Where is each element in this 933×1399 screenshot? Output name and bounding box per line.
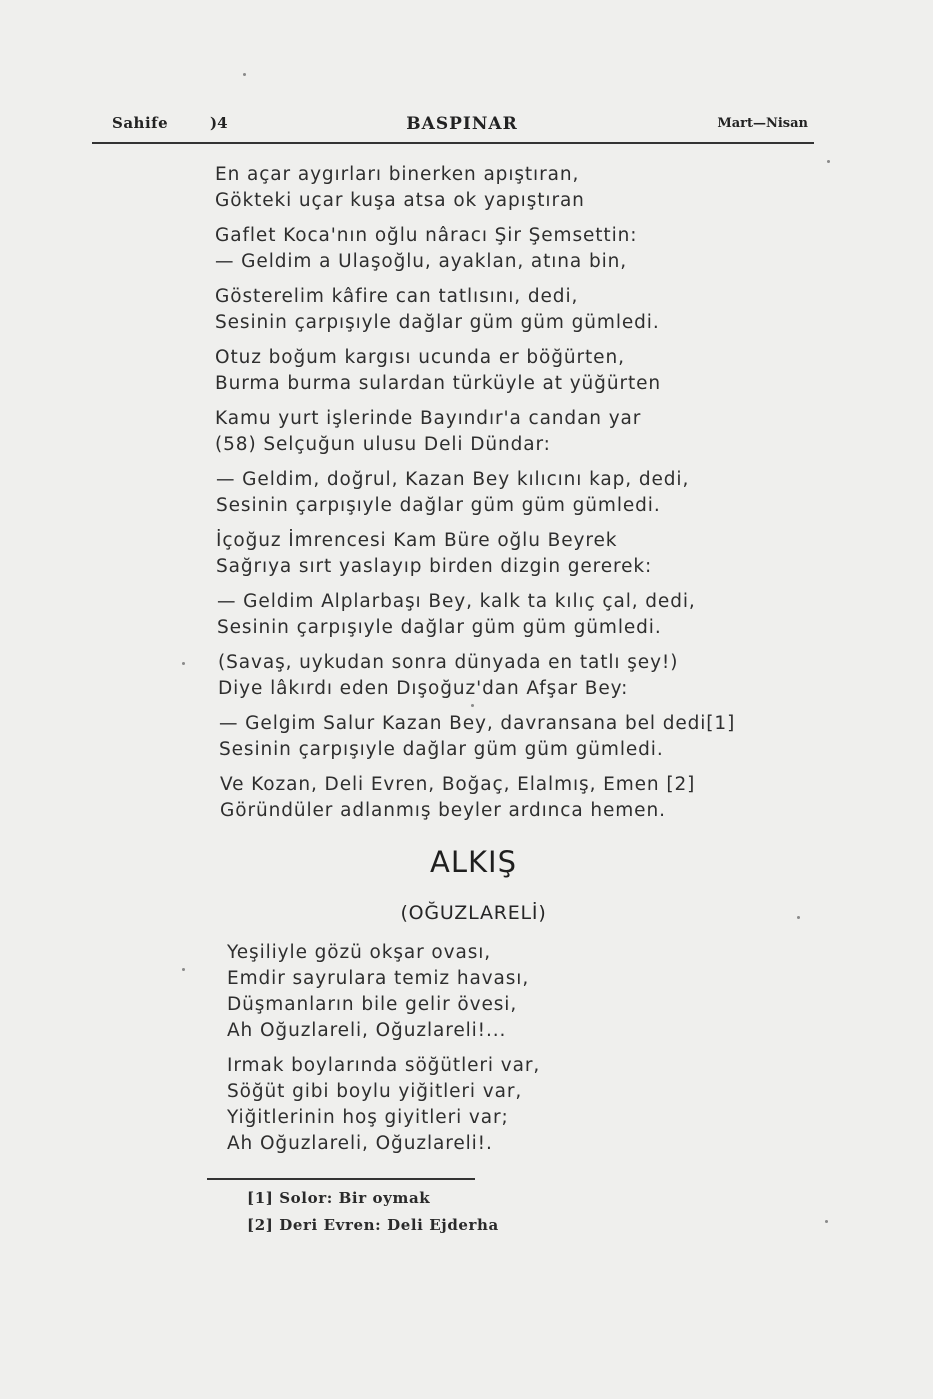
header-page-number: )4 bbox=[210, 114, 228, 132]
stanza bbox=[215, 406, 735, 458]
verse-line: Irmak boylarında söğütleri var, bbox=[227, 1055, 541, 1076]
verse-line: Diye lâkırdı eden Dışoğuz'dan Afşar Bey: bbox=[218, 678, 629, 699]
header-page-label: Sahife bbox=[112, 114, 169, 132]
section-subtitle-text: (OĞUZLARELİ) bbox=[400, 902, 547, 924]
section-title-text: ALKIŞ bbox=[430, 845, 517, 879]
scan-speck bbox=[827, 160, 830, 163]
verse-line: Sesinin çarpışıyle dağlar güm güm gümledi. bbox=[219, 739, 664, 760]
stanza bbox=[215, 467, 735, 519]
header-journal-title: BASPINAR bbox=[406, 114, 518, 134]
section-subtitle bbox=[0, 902, 933, 924]
verse-line: — Gelgim Salur Kazan Bey, davransana bel dedi[1] bbox=[219, 713, 736, 734]
verse-line: Ve Kozan, Deli Evren, Boğaç, Elalmış, Emen [2] bbox=[220, 774, 696, 795]
verse-line: Düşmanların bile gelir övesi, bbox=[227, 994, 518, 1015]
scan-speck bbox=[471, 704, 474, 707]
scan-speck bbox=[182, 662, 185, 665]
stanza bbox=[215, 345, 735, 397]
verse-line: (Savaş, uykudan sonra dünyada en tatlı şey!) bbox=[218, 652, 679, 673]
stanza bbox=[227, 940, 540, 1044]
poem-first bbox=[215, 162, 735, 833]
scan-speck bbox=[825, 1220, 828, 1223]
verse-line: Ah Oğuzlareli, Oğuzlareli!... bbox=[227, 1020, 507, 1041]
footnotes bbox=[247, 1185, 499, 1239]
section-title bbox=[0, 845, 933, 879]
verse-line: Gökteki uçar kuşa atsa ok yapıştıran bbox=[215, 190, 585, 211]
header-issue-date: Mart—Nisan bbox=[717, 116, 808, 131]
verse-line: — Geldim a Ulaşoğlu, ayaklan, atına bin, bbox=[215, 251, 628, 272]
verse-line: Emdir sayrulara temiz havası, bbox=[227, 968, 530, 989]
verse-line: En açar aygırları binerken apıştıran, bbox=[215, 164, 580, 185]
stanza bbox=[227, 1053, 540, 1157]
verse-line: — Geldim, doğrul, Kazan Bey kılıcını kap, dedi, bbox=[216, 469, 690, 490]
footnote-2: [2] Deri Evren: Deli Ejderha bbox=[247, 1216, 499, 1234]
verse-line: Söğüt gibi boylu yiğitleri var, bbox=[227, 1081, 523, 1102]
stanza bbox=[215, 284, 735, 336]
stanza bbox=[215, 711, 735, 763]
stanza bbox=[215, 650, 735, 702]
scan-speck bbox=[797, 916, 800, 919]
verse-line: Ah Oğuzlareli, Oğuzlareli!. bbox=[227, 1133, 493, 1154]
verse-line: Sesinin çarpışıyle dağlar güm güm gümledi. bbox=[215, 312, 660, 333]
verse-line: İçoğuz İmrencesi Kam Büre oğlu Beyrek bbox=[216, 530, 618, 551]
verse-line: — Geldim Alplarbaşı Bey, kalk ta kılıç çal, dedi, bbox=[217, 591, 696, 612]
verse-line: Kamu yurt işlerinde Bayındır'a candan yar bbox=[215, 408, 642, 429]
verse-line: Burma burma sulardan türküyle at yüğürten bbox=[215, 373, 662, 394]
footnote-divider bbox=[207, 1178, 475, 1180]
scan-speck bbox=[243, 73, 246, 76]
verse-line: Yiğitlerinin hoş giyitleri var; bbox=[227, 1107, 509, 1128]
verse-line: Otuz boğum kargısı ucunda er böğürten, bbox=[215, 347, 625, 368]
verse-line: Sesinin çarpışıyle dağlar güm güm gümledi. bbox=[216, 495, 661, 516]
verse-line: Gaflet Koca'nın oğlu nâracı Şir Şemsettin: bbox=[215, 225, 638, 246]
verse-line: Yeşiliyle gözü okşar ovası, bbox=[227, 942, 492, 963]
verse-line: Sağrıya sırt yaslayıp birden dizgin gererek: bbox=[216, 556, 653, 577]
stanza bbox=[215, 223, 735, 275]
stanza bbox=[215, 162, 735, 214]
poem-alkis bbox=[227, 940, 540, 1166]
footnote-1: [1] Solor: Bir oymak bbox=[247, 1189, 431, 1207]
verse-line: Göründüler adlanmış beyler ardınca hemen. bbox=[220, 800, 666, 821]
stanza bbox=[215, 589, 735, 641]
stanza bbox=[215, 772, 735, 824]
verse-line: Sesinin çarpışıyle dağlar güm güm gümledi. bbox=[217, 617, 662, 638]
verse-line: Gösterelim kâfire can tatlısını, dedi, bbox=[215, 286, 579, 307]
scan-speck bbox=[182, 968, 185, 971]
stanza bbox=[215, 528, 735, 580]
verse-line: (58) Selçuğun ulusu Deli Dündar: bbox=[215, 434, 551, 455]
page-header bbox=[92, 112, 814, 144]
